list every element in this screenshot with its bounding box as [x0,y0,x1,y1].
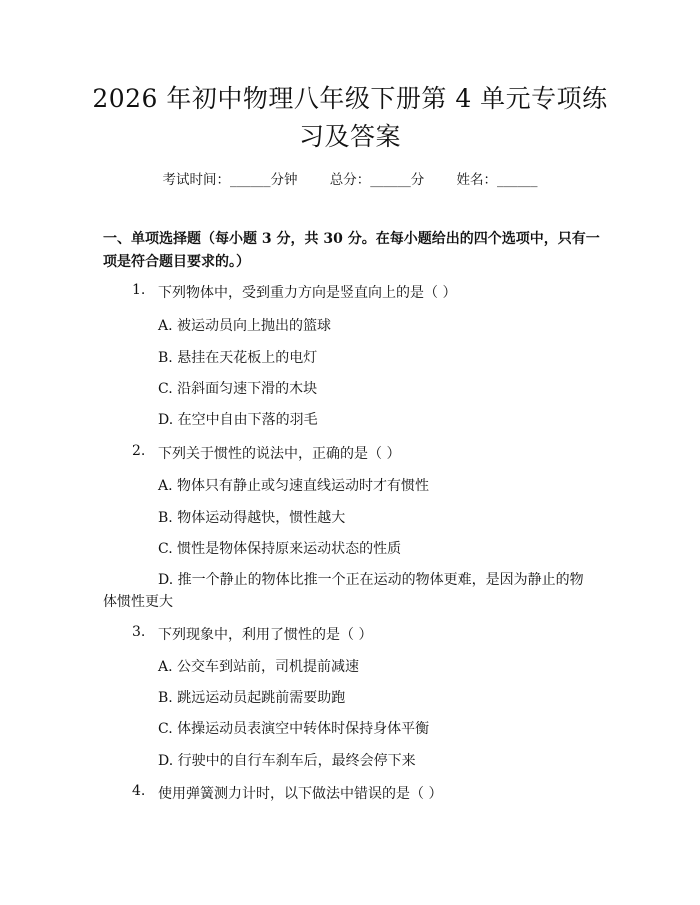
student-name: 姓名：______ [456,172,538,188]
title-line-1: 2026 年初中物理八年级下册第 4 单元专项练 [92,84,608,113]
option-1c: C. 沿斜面匀速下滑的木块 [158,381,318,397]
page-title [90,80,610,156]
section-heading: 一、单项选择题（每小题 3 分，共 30 分。在每小题给出的四个选项中，只有一项是符合题目要求的。） [103,231,600,270]
option-3c: C. 体操运动员表演空中转体时保持身体平衡 [158,721,430,737]
exam-time: 考试时间：______分钟 [162,172,298,188]
exam-meta [0,168,700,188]
option-1a: A. 被运动员向上抛出的篮球 [158,318,332,334]
title-line-2: 习及答案 [298,122,401,151]
option-2b: B. 物体运动得越快，惯性越大 [158,510,346,526]
question-text: 下列现象中，利用了惯性的是（ ） [158,627,373,643]
question-number: 3. [132,624,146,640]
question-text: 使用弹簧测力计时，以下做法中错误的是（ ） [158,786,443,802]
question-text: 下列物体中，受到重力方向是竖直向上的是（ ） [158,285,457,301]
question-text: 下列关于惯性的说法中，正确的是（ ） [158,446,401,462]
option-3b: B. 跳远运动员起跳前需要助跑 [158,690,346,706]
option-1b: B. 悬挂在天花板上的电灯 [158,350,318,366]
exam-score: 总分：______分 [329,172,425,188]
option-1d: D. 在空中自由下落的羽毛 [158,412,318,428]
option-2d: D. 推一个静止的物体比推一个正在运动的物体更难，是因为静止的物体惯性更大 [103,572,584,610]
option-3d: D. 行驶中的自行车刹车后，最终会停下来 [158,753,416,769]
question-number: 1. [132,282,146,298]
question-number: 2. [132,443,146,459]
option-2c: C. 惯性是物体保持原来运动状态的性质 [158,541,402,557]
option-2a: A. 物体只有静止或匀速直线运动时才有惯性 [158,478,430,494]
question-number: 4. [132,783,146,799]
option-3a: A. 公交车到站前，司机提前减速 [158,659,360,675]
